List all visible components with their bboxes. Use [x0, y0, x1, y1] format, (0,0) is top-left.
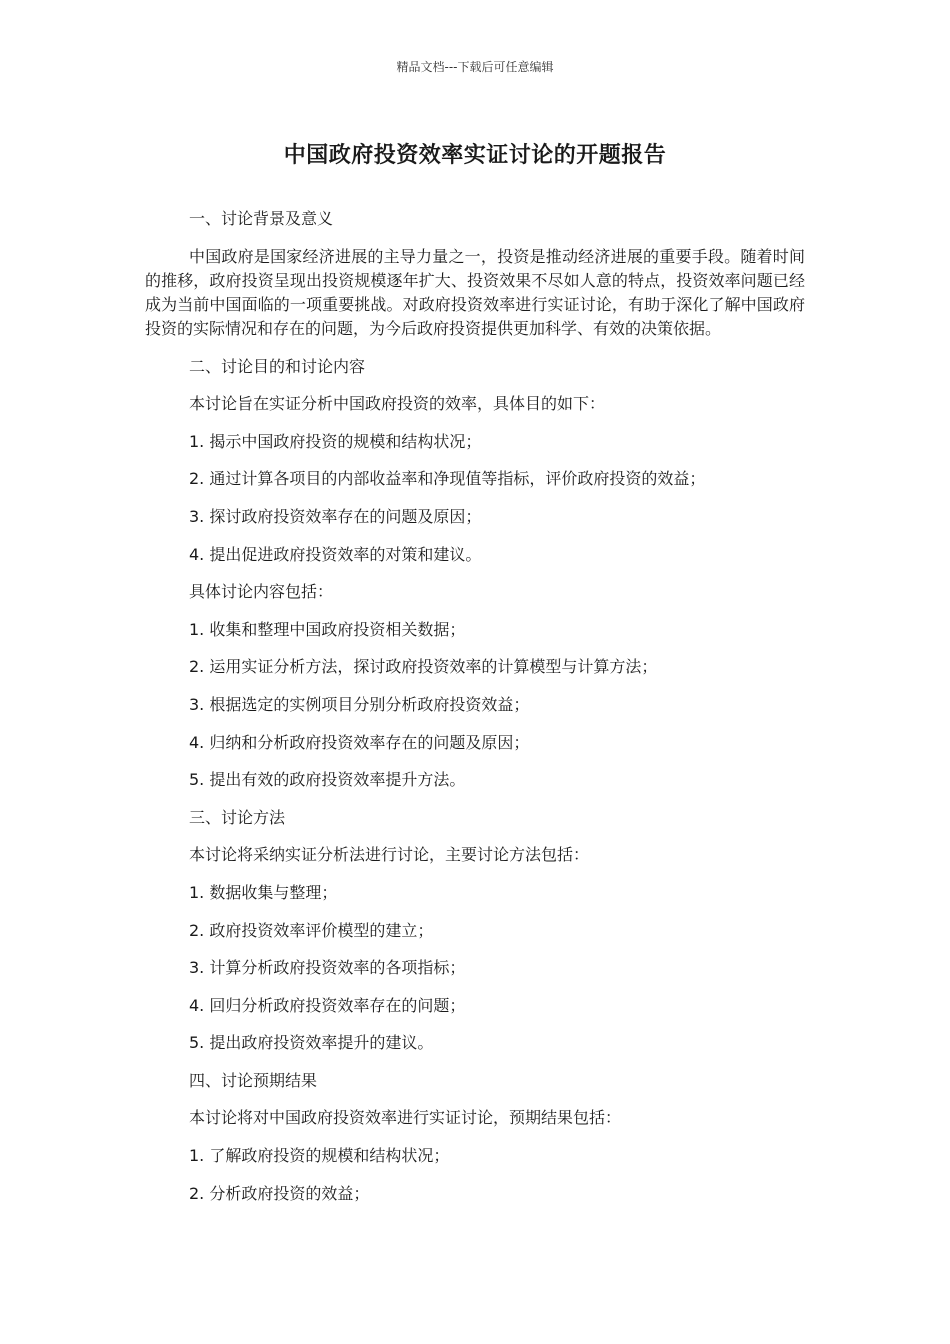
text-line: 具体讨论内容包括：	[189, 582, 334, 602]
text-line: 4. 提出促进政府投资效率的对策和建议。	[189, 544, 482, 564]
text-line: 3. 计算分析政府投资效率的各项指标；	[189, 958, 466, 978]
text-line: 1. 揭示中国政府投资的规模和结构状况；	[189, 431, 482, 451]
text-line: 二、讨论目的和讨论内容	[189, 356, 366, 376]
header-note: 精品文档---下载后可任意编辑	[396, 60, 554, 74]
text-line: 3. 根据选定的实例项目分别分析政府投资效益；	[189, 694, 530, 714]
text-line: 本讨论将对中国政府投资效率进行实证讨论，预期结果包括：	[189, 1108, 622, 1128]
text-line: 本讨论旨在实证分析中国政府投资的效率，具体目的如下：	[189, 394, 606, 414]
text-line: 3. 探讨政府投资效率存在的问题及原因；	[189, 506, 482, 526]
text-line: 5. 提出政府投资效率提升的建议。	[189, 1033, 434, 1053]
text-line: 1. 数据收集与整理；	[189, 882, 338, 902]
text-line: 4. 归纳和分析政府投资效率存在的问题及原因；	[189, 732, 530, 752]
text-line: 2. 政府投资效率评价模型的建立；	[189, 920, 434, 940]
body-paragraph: 中国政府是国家经济进展的主导力量之一，投资是推动经济进展的重要手段。随着时间的推移，政府投资呈现出投资规模逐年扩大、投资效果不尽如人意的特点，投资效率问题已经成为当前中国面临的一项重要挑战。对政府投资效率进行实证讨论，有助于深化了解中国政府投资的实际情况和存在的问题，为今后政府投资提供更加科学、有效的决策依据。	[145, 246, 805, 338]
text-line: 2. 运用实证分析方法，探讨政府投资效率的计算模型与计算方法；	[189, 657, 658, 677]
text-line: 1. 收集和整理中国政府投资相关数据；	[189, 619, 466, 639]
document-title: 中国政府投资效率实证讨论的开题报告	[283, 143, 667, 168]
text-line: 5. 提出有效的政府投资效率提升方法。	[189, 770, 466, 790]
text-line: 1. 了解政府投资的规模和结构状况；	[189, 1146, 450, 1166]
text-line: 本讨论将采纳实证分析法进行讨论，主要讨论方法包括：	[189, 845, 590, 865]
text-line: 三、讨论方法	[189, 807, 286, 827]
text-line: 2. 分析政府投资的效益；	[189, 1183, 370, 1203]
text-line: 四、讨论预期结果	[189, 1070, 318, 1090]
text-line: 一、讨论背景及意义	[189, 209, 334, 228]
text-line: 2. 通过计算各项目的内部收益率和净现值等指标，评价政府投资的效益；	[189, 469, 706, 489]
text-line: 4. 回归分析政府投资效率存在的问题；	[189, 995, 466, 1015]
document-body	[145, 207, 805, 1219]
